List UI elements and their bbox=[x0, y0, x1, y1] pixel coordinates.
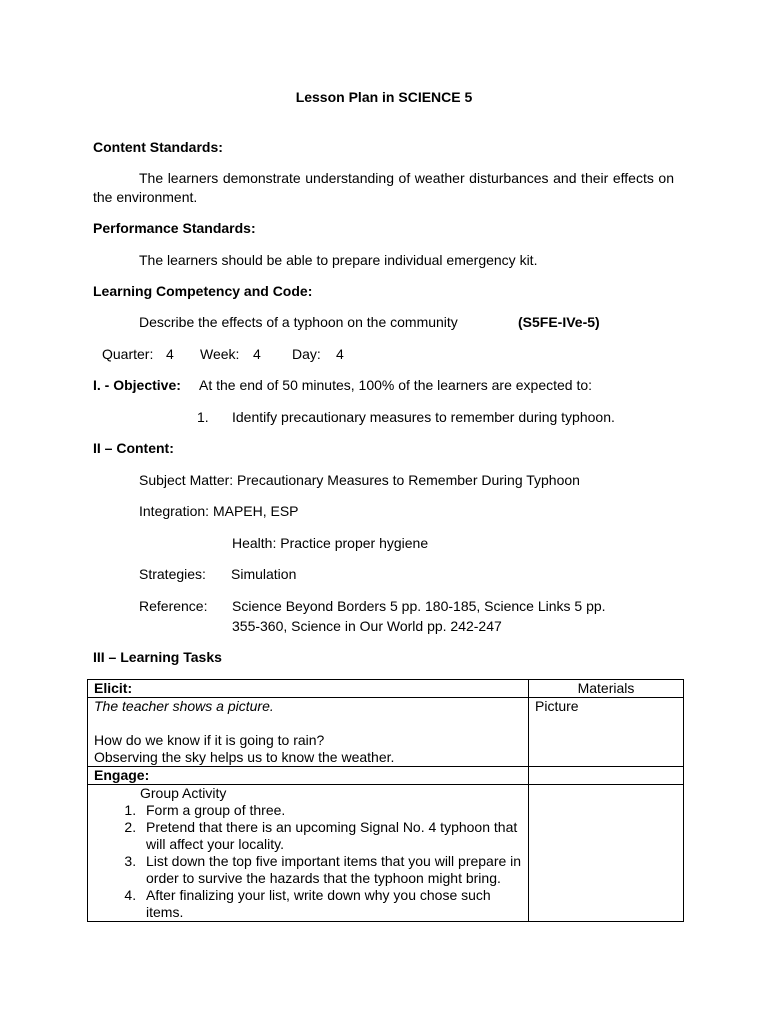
health-integration: Health: Practice proper hygiene bbox=[232, 535, 429, 551]
subject-matter: Subject Matter: Precautionary Measures to Remember During Typhoon bbox=[139, 472, 580, 488]
content-standards-text: The learners demonstrate understanding of weather disturbances and their effects on the environment. bbox=[93, 170, 674, 205]
day-value: 4 bbox=[336, 346, 344, 362]
content-heading: II – Content: bbox=[93, 440, 174, 456]
content-standards-heading: Content Standards: bbox=[93, 139, 223, 155]
performance-standards-text: The learners should be able to prepare individual emergency kit. bbox=[139, 252, 538, 268]
engage-material bbox=[529, 767, 684, 785]
elicit-material: Picture bbox=[529, 698, 684, 767]
table-row bbox=[88, 680, 684, 698]
materials-header: Materials bbox=[529, 680, 684, 698]
objective-heading: I. - Objective: bbox=[93, 377, 181, 393]
activity-steps bbox=[94, 802, 522, 921]
elicit-answer: Observing the sky helps us to know the weather. bbox=[94, 749, 395, 765]
learning-tasks-table bbox=[87, 679, 684, 922]
reference-line-2: 355-360, Science in Our World pp. 242-247 bbox=[232, 618, 502, 634]
learning-competency-text: Describe the effects of a typhoon on the community bbox=[139, 314, 458, 330]
reference-label: Reference: bbox=[139, 598, 208, 614]
quarter-value: 4 bbox=[166, 346, 174, 362]
objective-item: Identify precautionary measures to remember during typhoon. bbox=[232, 409, 615, 425]
group-activity-label: Group Activity bbox=[140, 785, 227, 801]
table-row bbox=[88, 698, 684, 767]
integration: Integration: MAPEH, ESP bbox=[139, 503, 299, 519]
page-title: Lesson Plan in SCIENCE 5 bbox=[295, 89, 473, 105]
reference-line-1: Science Beyond Borders 5 pp. 180-185, Science Links 5 pp. bbox=[232, 598, 606, 614]
engage-materials-cell bbox=[529, 785, 684, 922]
list-item: 4. After finalizing your list, write down why you chose such items. bbox=[140, 887, 522, 921]
learning-tasks-heading: III – Learning Tasks bbox=[93, 649, 222, 665]
day-label: Day: bbox=[292, 346, 321, 362]
elicit-line: The teacher shows a picture. bbox=[94, 698, 274, 714]
quarter-label: Quarter: bbox=[102, 346, 154, 362]
elicit-cell bbox=[88, 698, 529, 767]
objective-text: At the end of 50 minutes, 100% of the learners are expected to: bbox=[199, 377, 593, 393]
engage-label: Engage: bbox=[88, 767, 529, 785]
list-item: 2. Pretend that there is an upcoming Signal No. 4 typhoon that will affect your locality. bbox=[140, 819, 522, 853]
week-value: 4 bbox=[253, 346, 261, 362]
learning-competency-heading: Learning Competency and Code: bbox=[93, 283, 313, 299]
elicit-label: Elicit: bbox=[88, 680, 529, 698]
learning-competency-code: (S5FE-IVe-5) bbox=[518, 314, 600, 330]
objective-item-number: 1. bbox=[197, 409, 209, 425]
list-item: 1. Form a group of three. bbox=[140, 802, 522, 819]
strategies-value: Simulation bbox=[231, 566, 297, 582]
list-item: 3. List down the top five important items that you will prepare in order to survive the hazards that the typhoon might bring. bbox=[140, 853, 522, 887]
elicit-question: How do we know if it is going to rain? bbox=[94, 732, 325, 748]
table-row bbox=[88, 785, 684, 922]
engage-cell bbox=[88, 785, 529, 922]
strategies-label: Strategies: bbox=[139, 566, 206, 582]
week-label: Week: bbox=[200, 346, 240, 362]
performance-standards-heading: Performance Standards: bbox=[93, 220, 256, 236]
table-row bbox=[88, 767, 684, 785]
